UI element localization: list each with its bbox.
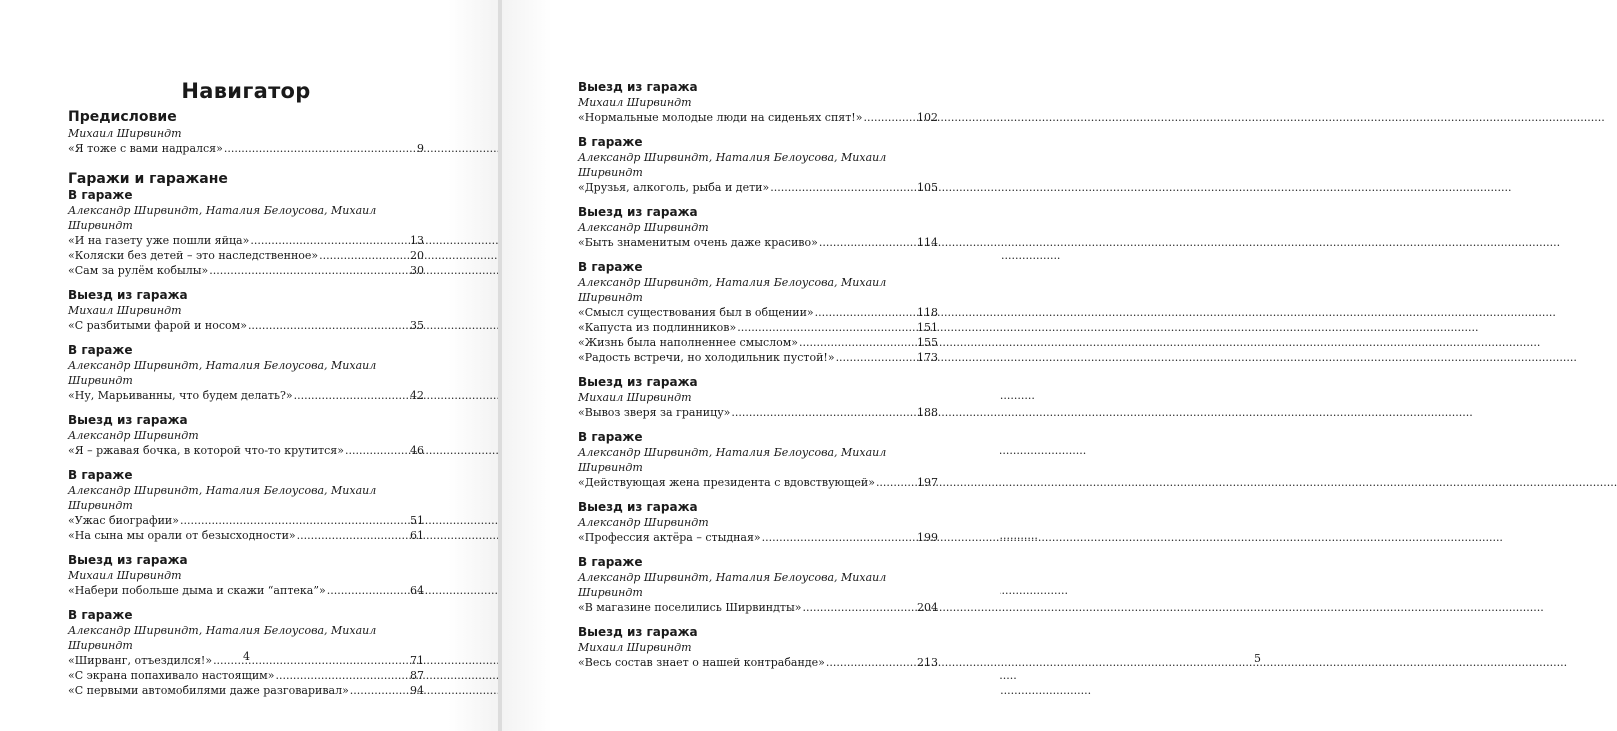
toc-leader-dots xyxy=(345,443,409,458)
section-author: Александр Ширвиндт, Наталия Белоусова, Михаил Ширвиндт xyxy=(578,571,887,599)
toc-entry-title: «Смысл существования был в общении» xyxy=(578,306,814,319)
toc-section xyxy=(578,500,938,545)
section-title: Выезд из гаража xyxy=(578,625,698,639)
toc-leader-dots xyxy=(826,655,916,670)
toc-entry-title: «Быть знаменитым очень даже красиво» xyxy=(578,236,818,249)
toc-entry xyxy=(68,443,424,458)
page-number-right: 5 xyxy=(1254,652,1261,665)
toc-entry-page: 13 xyxy=(410,234,424,247)
toc-entry xyxy=(68,583,424,598)
toc-entry-title: «Друзья, алкоголь, рыба и дети» xyxy=(578,181,770,194)
toc-leader-dots xyxy=(224,141,416,156)
toc-entry-page: 151 xyxy=(917,321,938,334)
toc-entry-title: «Действующая жена президента с вдовствующей» xyxy=(578,476,875,489)
toc-entry xyxy=(68,388,424,403)
section-title: В гараже xyxy=(68,188,133,202)
toc-entry xyxy=(578,655,938,670)
toc-entry-page: 188 xyxy=(917,406,938,419)
section-title: Выезд из гаража xyxy=(68,413,188,427)
section-title: В гараже xyxy=(578,430,643,444)
preface-author: Михаил Ширвиндт xyxy=(68,127,182,140)
section-author: Михаил Ширвиндт xyxy=(578,391,692,404)
toc-entry-page: 9 xyxy=(417,142,424,155)
section-author: Александр Ширвиндт xyxy=(68,429,199,442)
section-title: Выезд из гаража xyxy=(578,375,698,389)
section-author: Михаил Ширвиндт xyxy=(578,641,692,654)
left-page-content xyxy=(68,78,424,708)
section-title: В гараже xyxy=(68,608,133,622)
toc-section xyxy=(68,188,424,278)
toc-entry-title: «Я – ржавая бочка, в которой что-то крутится» xyxy=(68,444,344,457)
toc-section xyxy=(68,413,424,458)
part-block xyxy=(68,170,424,698)
toc-leader-dots xyxy=(350,683,409,698)
toc-entry xyxy=(578,530,938,545)
toc-entry-title: «Нормальные молодые люди на сиденьях спят!» xyxy=(578,111,863,124)
toc-entry xyxy=(68,141,424,156)
preface-block xyxy=(68,108,424,156)
toc-leader-dots xyxy=(731,405,916,420)
toc-entry-title: «С первыми автомобилями даже разговаривал» xyxy=(68,684,349,697)
toc-entry xyxy=(68,318,424,333)
toc-entry-page: 213 xyxy=(917,656,938,669)
toc-entry-title: «Капуста из подлинников» xyxy=(578,321,737,334)
toc-entry-title: «И на газету уже пошли яйца» xyxy=(68,234,250,247)
section-author: Михаил Ширвиндт xyxy=(68,569,182,582)
toc-leader-dots xyxy=(327,583,409,598)
toc-entry xyxy=(578,110,938,125)
toc-entry xyxy=(578,305,938,320)
toc-entry-page: 197 xyxy=(917,476,938,489)
toc-entry xyxy=(578,405,938,420)
toc-leader-dots xyxy=(876,475,916,490)
toc-entry-page: 87 xyxy=(410,669,424,682)
toc-section xyxy=(578,625,938,670)
toc-entry xyxy=(68,248,424,263)
toc-entry-page: 64 xyxy=(410,584,424,597)
section-author: Александр Ширвиндт, Наталия Белоусова, Михаил Ширвиндт xyxy=(578,446,887,474)
section-title: Выезд из гаража xyxy=(68,553,188,567)
toc-entry-page: 114 xyxy=(917,236,938,249)
part-title: Гаражи и гаражане xyxy=(68,171,228,187)
toc-section xyxy=(578,80,938,125)
toc-leader-dots xyxy=(297,528,409,543)
toc-entry-page: 61 xyxy=(410,529,424,542)
section-author: Александр Ширвиндт, Наталия Белоусова, Михаил Ширвиндт xyxy=(68,359,377,387)
section-author: Александр Ширвиндт, Наталия Белоусова, Михаил Ширвиндт xyxy=(578,151,887,179)
toc-entry-title: «Жизнь была наполненнее смыслом» xyxy=(578,336,799,349)
toc-entry xyxy=(68,683,424,698)
toc-leader-dots xyxy=(737,320,916,335)
preface-entries xyxy=(68,141,424,156)
toc-entry-title: «Профессия актёра – стыдная» xyxy=(578,531,761,544)
section-author: Михаил Ширвиндт xyxy=(68,304,182,317)
toc-section xyxy=(68,468,424,543)
toc-entry xyxy=(68,528,424,543)
section-author: Александр Ширвиндт, Наталия Белоусова, Михаил Ширвиндт xyxy=(68,624,377,652)
toc-entry-page: 105 xyxy=(917,181,938,194)
toc-entry xyxy=(68,263,424,278)
section-title: Выезд из гаража xyxy=(578,205,698,219)
section-title: Выезд из гаража xyxy=(578,80,698,94)
toc-entry-page: 102 xyxy=(917,111,938,124)
section-title: В гараже xyxy=(578,135,643,149)
left-page xyxy=(0,0,498,731)
section-author: Александр Ширвиндт xyxy=(578,516,709,529)
section-author: Александр Ширвиндт, Наталия Белоусова, Михаил Ширвиндт xyxy=(578,276,887,304)
toc-entry-title: «Ширванг, отъездился!» xyxy=(68,654,213,667)
toc-section xyxy=(68,288,424,333)
toc-entry-page: 30 xyxy=(410,264,424,277)
toc-entry-title: «Ну, Марьиванны, что будем делать?» xyxy=(68,389,293,402)
section-author: Александр Ширвиндт, Наталия Белоусова, Михаил Ширвиндт xyxy=(68,484,377,512)
toc-entry-page: 94 xyxy=(410,684,424,697)
section-author: Александр Ширвиндт, Наталия Белоусова, Михаил Ширвиндт xyxy=(68,204,377,232)
page-title: Навигатор xyxy=(181,79,311,103)
toc-section xyxy=(578,430,938,490)
toc-section xyxy=(578,135,938,195)
toc-entry xyxy=(578,235,938,250)
toc-entry-page: 71 xyxy=(410,654,424,667)
toc-entry xyxy=(68,233,424,248)
right-page xyxy=(502,0,1261,731)
toc-entry xyxy=(578,180,938,195)
toc-entry xyxy=(578,320,938,335)
toc-entry-page: 46 xyxy=(410,444,424,457)
toc-leader-dots xyxy=(209,263,409,278)
toc-leader-dots xyxy=(294,388,409,403)
section-author: Михаил Ширвиндт xyxy=(578,96,692,109)
toc-leader-dots xyxy=(319,248,409,263)
toc-leader-dots xyxy=(248,318,409,333)
section-title: В гараже xyxy=(68,343,133,357)
toc-leader-dots xyxy=(863,110,916,125)
toc-entry-title: «С разбитыми фарой и носом» xyxy=(68,319,247,332)
toc-section xyxy=(578,375,938,420)
toc-leader-dots xyxy=(762,530,916,545)
toc-entry xyxy=(578,350,938,365)
right-sections xyxy=(578,80,938,670)
right-page-content xyxy=(578,80,938,680)
toc-entry-title: «Весь состав знает о нашей контрабанде» xyxy=(578,656,825,669)
toc-entry-page: 155 xyxy=(917,336,938,349)
page-number-left: 4 xyxy=(243,650,250,663)
toc-entry xyxy=(578,335,938,350)
toc-section xyxy=(578,260,938,365)
toc-leader-dots xyxy=(802,600,916,615)
section-author: Александр Ширвиндт xyxy=(578,221,709,234)
preface-title: Предисловие xyxy=(68,109,177,125)
toc-entry-title: «Сам за рулём кобылы» xyxy=(68,264,209,277)
toc-entry-title: «Ужас биографии» xyxy=(68,514,179,527)
toc-entry-title: «В магазине поселились Ширвиндты» xyxy=(578,601,802,614)
toc-entry-title: «Радость встречи, но холодильник пустой!» xyxy=(578,351,835,364)
toc-leader-dots xyxy=(799,335,916,350)
toc-entry-title: «Вывоз зверя за границу» xyxy=(578,406,731,419)
toc-section xyxy=(68,343,424,403)
toc-entry xyxy=(578,600,938,615)
toc-entry-title: «Коляски без детей – это наследственное» xyxy=(68,249,319,262)
toc-entry-title: «На сына мы орали от безысходности» xyxy=(68,529,296,542)
toc-entry-page: 42 xyxy=(410,389,424,402)
toc-entry-page: 204 xyxy=(917,601,938,614)
toc-entry-page: 173 xyxy=(917,351,938,364)
toc-section xyxy=(68,553,424,598)
toc-leader-dots xyxy=(836,350,916,365)
toc-leader-dots xyxy=(819,235,916,250)
toc-leader-dots xyxy=(770,180,916,195)
section-title: В гараже xyxy=(68,468,133,482)
toc-entry xyxy=(68,513,424,528)
toc-leader-dots xyxy=(250,233,409,248)
toc-entry-title: «С экрана попахивало настоящим» xyxy=(68,669,275,682)
toc-entry xyxy=(578,475,938,490)
toc-section xyxy=(578,205,938,250)
toc-entry-page: 118 xyxy=(917,306,938,319)
toc-leader-dots xyxy=(815,305,916,320)
section-title: В гараже xyxy=(578,260,643,274)
toc-entry-title: «Набери побольше дыма и скажи “аптека”» xyxy=(68,584,326,597)
section-title: Выезд из гаража xyxy=(578,500,698,514)
toc-entry-title: «Я тоже с вами надрался» xyxy=(68,142,223,155)
toc-leader-dots xyxy=(275,668,409,683)
toc-entry-page: 35 xyxy=(410,319,424,332)
toc-entry-page: 51 xyxy=(410,514,424,527)
section-title: В гараже xyxy=(578,555,643,569)
left-sections xyxy=(68,188,424,698)
toc-entry-page: 20 xyxy=(410,249,424,262)
toc-section xyxy=(578,555,938,615)
toc-leader-dots xyxy=(180,513,409,528)
toc-entry xyxy=(68,668,424,683)
section-title: Выезд из гаража xyxy=(68,288,188,302)
toc-entry-page: 199 xyxy=(917,531,938,544)
